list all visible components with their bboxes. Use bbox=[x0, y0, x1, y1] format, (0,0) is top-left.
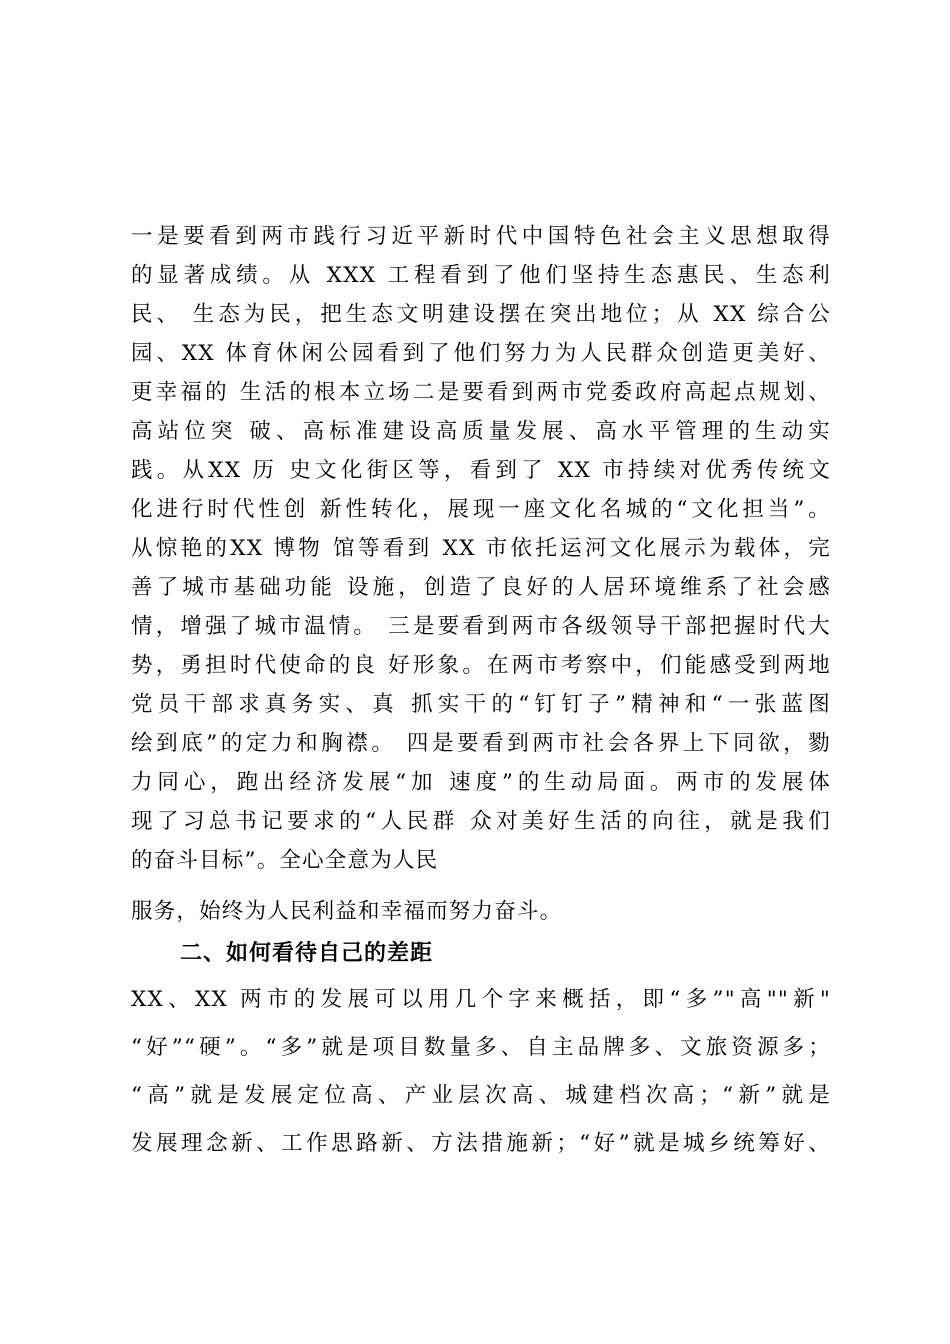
paragraph-line: 绘到底”的定力和胸襟。 四是要看到两市社会各界上下同欲，勠 bbox=[131, 731, 831, 756]
paragraph-line: 发展理念新、工作思路新、方法措施新；“好”就是城乡统筹好、 bbox=[131, 1131, 831, 1156]
paragraph-line: XX、XX 两市的发展可以用几个字来概括，即“多”"高""新" bbox=[131, 987, 831, 1012]
paragraph-line: “高”就是发展定位高、产业层次高、城建档次高；“新”就是 bbox=[131, 1083, 831, 1108]
section-heading: 二、如何看待自己的差距 bbox=[180, 941, 434, 966]
paragraph-line: 现了习总书记要求的“人民群 众对美好生活的向往，就是我们 bbox=[131, 809, 831, 834]
paragraph-line: 服务，始终为人民利益和幸福而努力奋斗。 bbox=[131, 899, 563, 924]
paragraph-line: 化进行时代性创 新性转化，展现一座文化名城的“文化担当”。 bbox=[131, 497, 831, 522]
paragraph-line: 园、XX 体育休闲公园看到了他们努力为人民群众创造更美好、 bbox=[131, 341, 831, 366]
paragraph-line: 情，增强了城市温情。 三是要看到两市各级领导干部把握时代大 bbox=[131, 614, 831, 639]
paragraph-line: 从惊艳的XX 博物 馆等看到 XX 市依托运河文化展示为载体，完 bbox=[131, 536, 831, 561]
paragraph-line: 一是要看到两市践行习近平新时代中国特色社会主义思想取得 bbox=[131, 224, 831, 249]
paragraph-line: 力同心，跑出经济发展“加 速度”的生动局面。两市的发展体 bbox=[131, 770, 831, 795]
paragraph-line: 高站位突 破、高标准建设高质量发展、高水平管理的生动实 bbox=[131, 419, 831, 444]
paragraph-line: 党员干部求真务实、真 抓实干的“钉钉子”精神和“一张蓝图 bbox=[131, 692, 831, 717]
paragraph-line: 民、 生态为民，把生态文明建设摆在突出地位；从 XX 综合公 bbox=[131, 302, 831, 327]
paragraph-line: 善了城市基础功能 设施，创造了良好的人居环境维系了社会感 bbox=[131, 575, 831, 600]
paragraph-line: 的奋斗目标”。全心全意为人民 bbox=[131, 848, 439, 873]
paragraph-line: 更幸福的 生活的根本立场二是要看到两市党委政府高起点规划、 bbox=[131, 380, 831, 405]
paragraph-line: “好”“硬”。“多”就是项目数量多、自主品牌多、文旅资源多； bbox=[131, 1035, 831, 1060]
paragraph-line: 践。从XX 历 史文化街区等，看到了 XX 市持续对优秀传统文 bbox=[131, 458, 831, 483]
paragraph-line: 势，勇担时代使命的良 好形象。在两市考察中，们能感受到两地 bbox=[131, 653, 831, 678]
paragraph-line: 的显著成绩。从 XXX 工程看到了他们坚持生态惠民、生态利 bbox=[131, 263, 831, 288]
